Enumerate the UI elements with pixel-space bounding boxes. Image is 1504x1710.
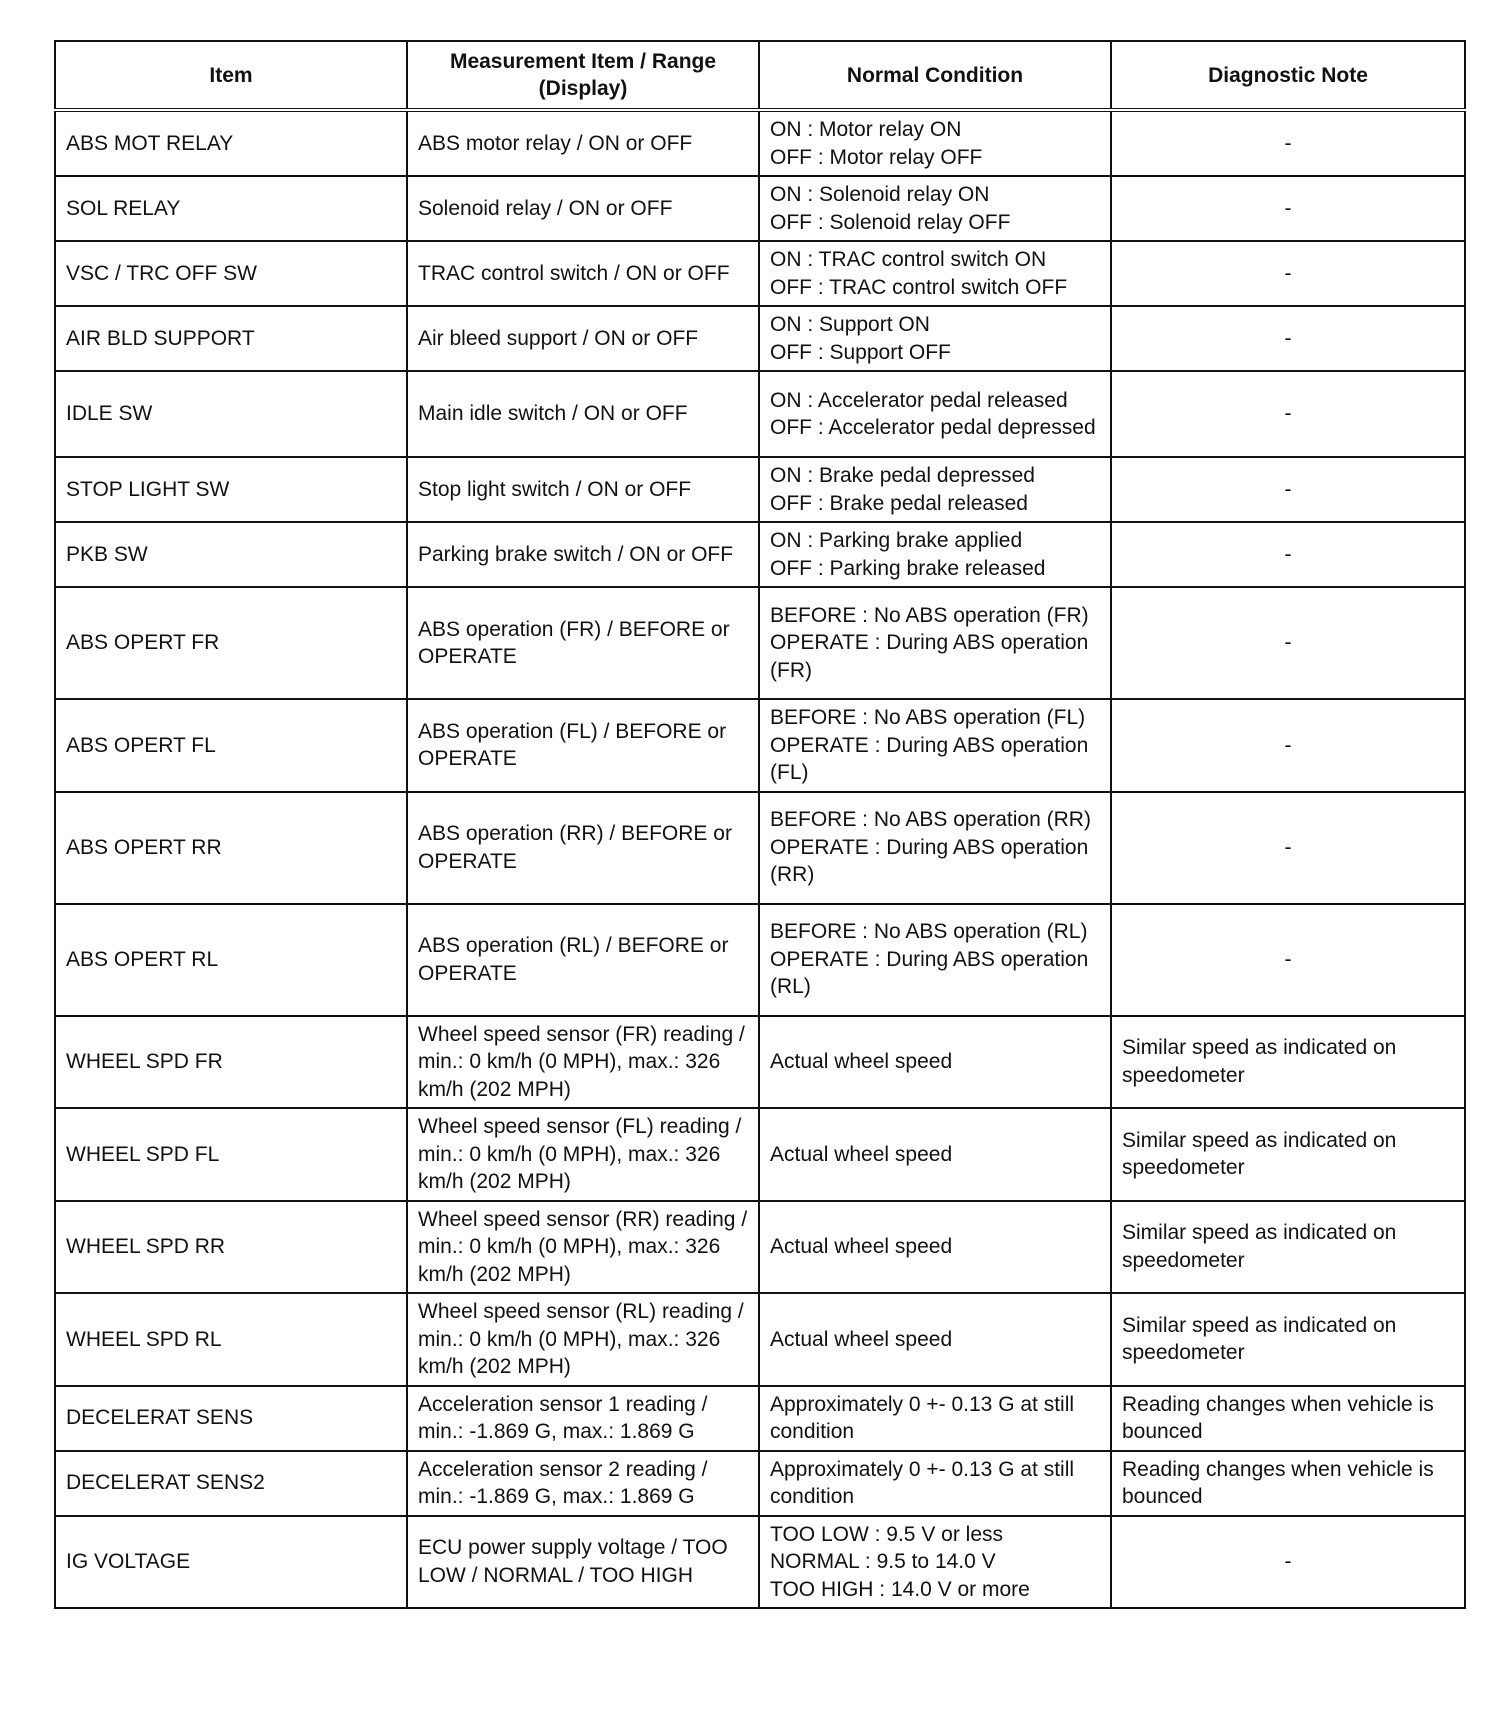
cell-normal-condition [759,306,1111,371]
normal-condition-line: OPERATE : During ABS operation (FR) [770,631,1089,682]
normal-condition-line: OFF : Solenoid relay OFF [770,210,1011,234]
normal-condition-line: ON : Brake pedal depressed [770,464,1035,487]
cell-item: ABS MOT RELAY [55,110,407,176]
cell-diagnostic-note: - [1111,110,1465,176]
cell-measurement: ABS operation (FL) / BEFORE or OPERATE [407,699,759,792]
normal-condition-line: BEFORE : No ABS operation (RL) [770,920,1088,944]
cell-diagnostic-note: Similar speed as indicated on speedometer [1111,1016,1465,1109]
normal-condition-line: BEFORE : No ABS operation (FL) [770,706,1086,729]
cell-item: WHEEL SPD FL [55,1108,407,1201]
cell-measurement: Acceleration sensor 2 reading / min.: -1.869 G, max.: 1.869 G [407,1451,759,1516]
cell-diagnostic-note: Similar speed as indicated on speedometer [1111,1201,1465,1294]
table-row [55,176,1465,241]
normal-condition-line: OPERATE : During ABS operation (FL) [770,733,1089,784]
cell-item: DECELERAT SENS [55,1386,407,1451]
normal-condition-line: BEFORE : No ABS operation (FR) [770,603,1089,627]
cell-diagnostic-note: Reading changes when vehicle is bounced [1111,1386,1465,1451]
cell-measurement: ABS motor relay / ON or OFF [407,110,759,176]
cell-normal-condition [759,904,1111,1016]
cell-measurement: ECU power supply voltage / TOO LOW / NORMAL / TOO HIGH [407,1516,759,1609]
normal-condition-line: OFF : Support OFF [770,340,951,364]
cell-diagnostic-note: - [1111,306,1465,371]
cell-item: WHEEL SPD RL [55,1293,407,1386]
cell-diagnostic-note: - [1111,1516,1465,1609]
cell-normal-condition [759,1451,1111,1516]
cell-measurement: Air bleed support / ON or OFF [407,306,759,371]
column-header-diagnostic-note: Diagnostic Note [1111,41,1465,110]
table-row [55,1451,1465,1516]
cell-item: ABS OPERT FR [55,587,407,699]
cell-diagnostic-note: Similar speed as indicated on speedometer [1111,1108,1465,1201]
normal-condition-line: ON : TRAC control switch ON [770,248,1047,271]
cell-normal-condition [759,110,1111,176]
table-row [55,904,1465,1016]
cell-normal-condition [759,699,1111,792]
cell-measurement: Stop light switch / ON or OFF [407,457,759,522]
table-row [55,1016,1465,1109]
cell-measurement: TRAC control switch / ON or OFF [407,241,759,306]
column-header-measurement: Measurement Item / Range (Display) [407,41,759,110]
table-header [55,41,1465,110]
cell-measurement: Wheel speed sensor (FL) reading / min.: 0 km/h (0 MPH), max.: 326 km/h (202 MPH) [407,1108,759,1201]
normal-condition-line: ON : Parking brake applied [770,529,1023,552]
column-header-item: Item [55,41,407,110]
cell-normal-condition [759,1201,1111,1294]
diagnostic-data-list [54,40,1464,1609]
normal-condition-line: OFF : Motor relay OFF [770,145,983,169]
cell-item: SOL RELAY [55,176,407,241]
cell-normal-condition [759,1386,1111,1451]
normal-condition-line: OFF : TRAC control switch OFF [770,275,1068,299]
table-row [55,522,1465,587]
cell-diagnostic-note: - [1111,587,1465,699]
cell-measurement: Main idle switch / ON or OFF [407,371,759,457]
cell-item: ABS OPERT RR [55,792,407,904]
table-row [55,1293,1465,1386]
table-row [55,110,1465,176]
cell-normal-condition [759,241,1111,306]
cell-item: STOP LIGHT SW [55,457,407,522]
normal-condition-line: TOO LOW : 9.5 V or less [770,1522,1004,1546]
cell-item: AIR BLD SUPPORT [55,306,407,371]
normal-condition-line: Actual wheel speed [770,1050,953,1073]
normal-condition-line: Actual wheel speed [770,1142,953,1166]
cell-measurement: ABS operation (RL) / BEFORE or OPERATE [407,904,759,1016]
normal-condition-line: NORMAL : 9.5 to 14.0 V [770,1550,996,1573]
cell-item: IDLE SW [55,371,407,457]
cell-diagnostic-note: Similar speed as indicated on speedometer [1111,1293,1465,1386]
normal-condition-line: Approximately 0 +- 0.13 G at still condition [770,1392,1075,1443]
normal-condition-line: OFF : Parking brake released [770,556,1046,580]
cell-measurement: Wheel speed sensor (RR) reading / min.: 0 km/h (0 MPH), max.: 326 km/h (202 MPH) [407,1201,759,1294]
table-row [55,241,1465,306]
cell-normal-condition [759,1293,1111,1386]
normal-condition-line: TOO HIGH : 14.0 V or more [770,1577,1030,1601]
normal-condition-line: Approximately 0 +- 0.13 G at still condition [770,1457,1075,1508]
cell-measurement: Wheel speed sensor (RL) reading / min.: 0 km/h (0 MPH), max.: 326 km/h (202 MPH) [407,1293,759,1386]
column-header-normal-condition: Normal Condition [759,41,1111,110]
cell-item: IG VOLTAGE [55,1516,407,1609]
cell-item: ABS OPERT FL [55,699,407,792]
normal-condition-line: OPERATE : During ABS operation (RR) [770,835,1089,887]
normal-condition-line: ON : Accelerator pedal released [770,388,1068,412]
normal-condition-line: Actual wheel speed [770,1327,953,1351]
cell-normal-condition [759,176,1111,241]
cell-diagnostic-note: - [1111,371,1465,457]
normal-condition-line: ON : Solenoid relay ON [770,183,990,206]
table-row [55,1201,1465,1294]
table-row [55,699,1465,792]
cell-normal-condition [759,1516,1111,1609]
cell-normal-condition [759,1016,1111,1109]
table-row [55,306,1465,371]
cell-normal-condition [759,457,1111,522]
normal-condition-line: BEFORE : No ABS operation (RR) [770,808,1091,832]
normal-condition-line: ON : Motor relay ON [770,118,962,141]
cell-normal-condition [759,522,1111,587]
cell-diagnostic-note: - [1111,522,1465,587]
normal-condition-line: OFF : Brake pedal released [770,491,1028,515]
normal-condition-line: ON : Support ON [770,313,930,336]
cell-normal-condition [759,587,1111,699]
table-row [55,1108,1465,1201]
data-list-table [54,40,1466,1609]
cell-measurement: ABS operation (RR) / BEFORE or OPERATE [407,792,759,904]
cell-item: PKB SW [55,522,407,587]
cell-diagnostic-note: Reading changes when vehicle is bounced [1111,1451,1465,1516]
table-row [55,792,1465,904]
cell-diagnostic-note: - [1111,241,1465,306]
table-row [55,371,1465,457]
table-row [55,457,1465,522]
normal-condition-line: OPERATE : During ABS operation (RL) [770,947,1089,999]
cell-item: VSC / TRC OFF SW [55,241,407,306]
cell-normal-condition [759,1108,1111,1201]
header-row [55,41,1465,110]
table-row [55,1386,1465,1451]
cell-item: WHEEL SPD RR [55,1201,407,1294]
table-row [55,587,1465,699]
cell-item: ABS OPERT RL [55,904,407,1016]
cell-measurement: ABS operation (FR) / BEFORE or OPERATE [407,587,759,699]
cell-diagnostic-note: - [1111,699,1465,792]
table-row [55,1516,1465,1609]
cell-measurement: Parking brake switch / ON or OFF [407,522,759,587]
normal-condition-line: Actual wheel speed [770,1235,953,1258]
cell-measurement: Wheel speed sensor (FR) reading / min.: 0 km/h (0 MPH), max.: 326 km/h (202 MPH) [407,1016,759,1109]
cell-diagnostic-note: - [1111,457,1465,522]
cell-item: DECELERAT SENS2 [55,1451,407,1516]
cell-diagnostic-note: - [1111,904,1465,1016]
cell-normal-condition [759,371,1111,457]
cell-item: WHEEL SPD FR [55,1016,407,1109]
cell-normal-condition [759,792,1111,904]
cell-measurement: Solenoid relay / ON or OFF [407,176,759,241]
cell-diagnostic-note: - [1111,792,1465,904]
table-body [55,110,1465,1608]
cell-measurement: Acceleration sensor 1 reading / min.: -1.869 G, max.: 1.869 G [407,1386,759,1451]
normal-condition-line: OFF : Accelerator pedal depressed [770,416,1096,439]
cell-diagnostic-note: - [1111,176,1465,241]
